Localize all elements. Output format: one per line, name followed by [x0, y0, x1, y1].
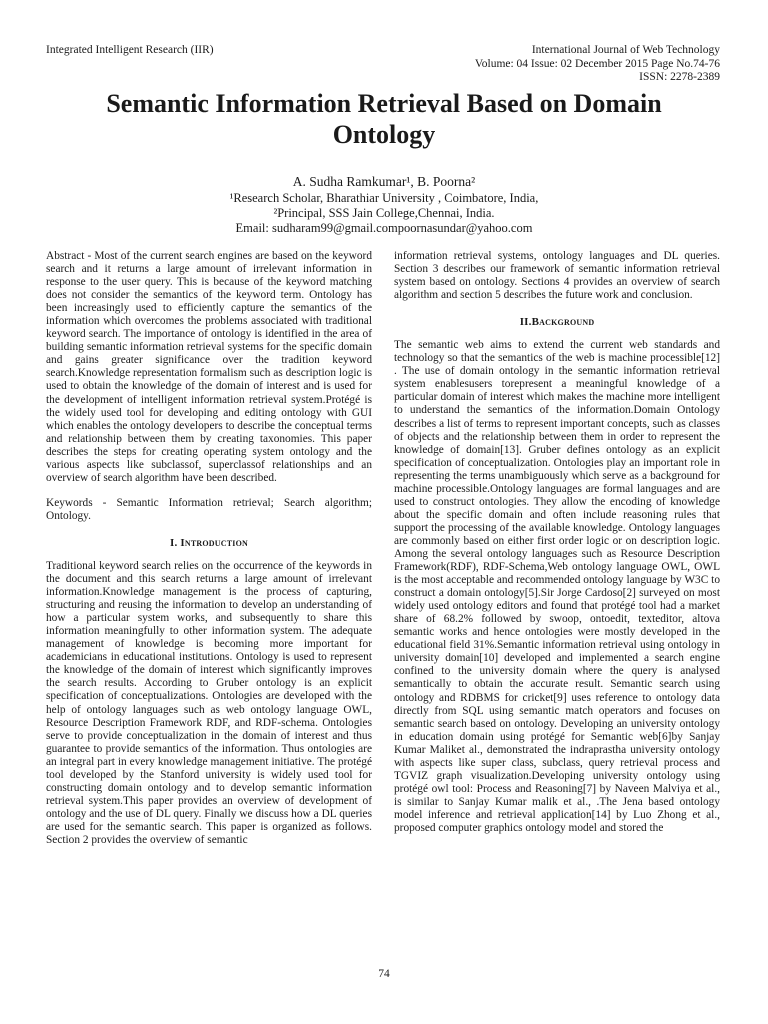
- keywords: Keywords - Semantic Information retrieval; Search algorithm; Ontology.: [46, 496, 372, 522]
- left-column: [46, 250, 372, 847]
- background-text: The semantic web aims to extend the current web standards and technology so that the semantics of the web is machine processible[12] . The use of domain ontology in the semantic information retrieval system enablesusers torepresent a meaningful knowledge of a particular domain of interest which makes the machine more intelligent to understand the semantics of the information.Domain Ontology describes a list of terms to represent important concepts, such as classes of objects and the relationship between them in order to represent the knowledge of domain[13]. Gruber defines ontology as an explicit specification of conceptualization. Ontologies play an important role in representing the terms unambiguously which serve as a background for machine processible.Ontology languages are formal languages and are used to construct ontologies. They allow the encoding of knowledge about the specific domain and often include reasoning rules that support the processing of the available knowledge. Ontology languages are commonly based on either first order logic or on description logic. Among the several ontology languages such as Resource Description Framework(RDF), RDF-Schema,Web ontology language OWL, OWL is the most acceptable and recommended ontology language by W3C to construct a domain ontology[5].Sir Jorge Cardoso[2] surveyed on most widely used ontology editors and found that protégé tool had a market share of 68.2% followed by swoop, ontoedit, texteditor, altova semantic works and hence ontologies were mostly developed in the educational field 31%.Semantic information retrieval using ontology in university domain[10] developed and implemented a search engine confined to the university domain where the query is analysed semantically to obtain the accurate result. Semantic search using ontology and RDBMS for cricket[9] uses reference to ontology data directly from SQL using semantic match operators and focuses on semantic search based on ontology. Developing an university ontology in education domain using protégé for Semantic web[6]by Sanjay Kumar Maliket al., demonstrated the indraprastha university ontology with aspects like super class, subclass, query retrieval process and TGVIZ graph visualization.Developing university ontology using protégé owl tool: Process and Reasoning[7] by Naveen Malviya et al., is similar to Sanjay Kumar malik et al., .The Jena based ontology model inference and retrieval application[14] by Luo Zhong et al., proposed computer graphics ontology model and stored the: [394, 339, 720, 834]
- journal-issn: ISSN: 2278-2389: [639, 71, 720, 83]
- title-line-1: Semantic Information Retrieval Based on Domain: [106, 89, 662, 118]
- journal-publisher: Integrated Intelligent Research (IIR): [46, 44, 214, 56]
- paper-title: [30, 88, 738, 150]
- affiliation-2: ²Principal, SSS Jain College,Chennai, India.: [273, 206, 495, 220]
- affiliation-1: ¹Research Scholar, Bharathiar University , Coimbatore, India,: [229, 191, 539, 205]
- title-line-2: Ontology: [332, 120, 436, 149]
- right-column: [394, 250, 720, 835]
- journal-info: [475, 44, 720, 85]
- journal-volume: Volume: 04 Issue: 02 December 2015 Page No.74-76: [474, 57, 720, 70]
- introduction-continued: information retrieval systems, ontology languages and DL queries. Section 3 describes our framework of semantic information retrieval system based on ontology. Sections 4 provides an overview of search algorithm and section 5 describes the future work and conclusion.: [394, 250, 720, 302]
- page-number: 74: [378, 968, 390, 980]
- author-block: [30, 174, 738, 236]
- author-email: Email: sudharam99@gmail.compoornasundar@yahoo.com: [235, 221, 533, 235]
- abstract: Abstract - Most of the current search engines are based on the keyword search and it returns a large amount of irrelevant information in response to the user query. This is because of the keyword matching does not consider the semantics of the keyword term. Ontology has been increasingly used to efficiently capture the semantics of the information which overcomes the problems associated with traditional keyword search. The importance of ontology is identified in the area of building semantic information retrieval systems for the specific domain and gains greater significance over the tradition keyword search.Knowledge representation formalism such as description logic is used to obtain the knowledge of the domain of interest and is used for the development of intelligent information retrieval system.Protégé is the widely used tool for developing and editing ontology with GUI which enables the ontology developers to describe the conceptual terms and relationship between them by creating taxonomies. This paper describes the steps for creating operating system ontology and the various aspects like subclassof, superclassof relationships and an overview of search algorithm have been described.: [46, 250, 372, 484]
- section-heading-introduction: I. Introduction: [170, 536, 248, 549]
- author-names: A. Sudha Ramkumar¹, B. Poorna²: [292, 174, 476, 189]
- journal-name: International Journal of Web Technology: [531, 44, 720, 56]
- introduction-text: Traditional keyword search relies on the occurrence of the keywords in the document and this search returns a large amount of irrelevant information.Knowledge management is the process of capturing, structuring and reusing the information to develop an understanding of how a particular system works, and subsequently to share this information meaningfully to other information system. The adequate management of knowledge is becoming more important for academicians in educational institutions. Ontology is used to represent the knowledge of the domain of interest which significantly improves the search results. According to Gruber ontology is an explicit specification of conceptualizations. Ontologies are developed with the help of ontology languages such as web ontology language OWL, Resource Description Framework RDF, and RDF-schema. Ontologies serve to provide conceptualization in the domain of interest and thus guarantee to provide semantics of the information. Thus ontologies are an integral part in every knowledge management initiative. The protégé tool developed by the Stanford university is widely used tool for constructing domain ontology and to develop semantic information retrieval system.This paper provides an overview of development of ontology and the use of DL query. Finally we discuss how a DL queries are used for the semantic search. This paper is organized as follows. Section 2 provides the overview of semantic: [46, 559, 372, 846]
- section-heading-background: II.Background: [519, 316, 595, 329]
